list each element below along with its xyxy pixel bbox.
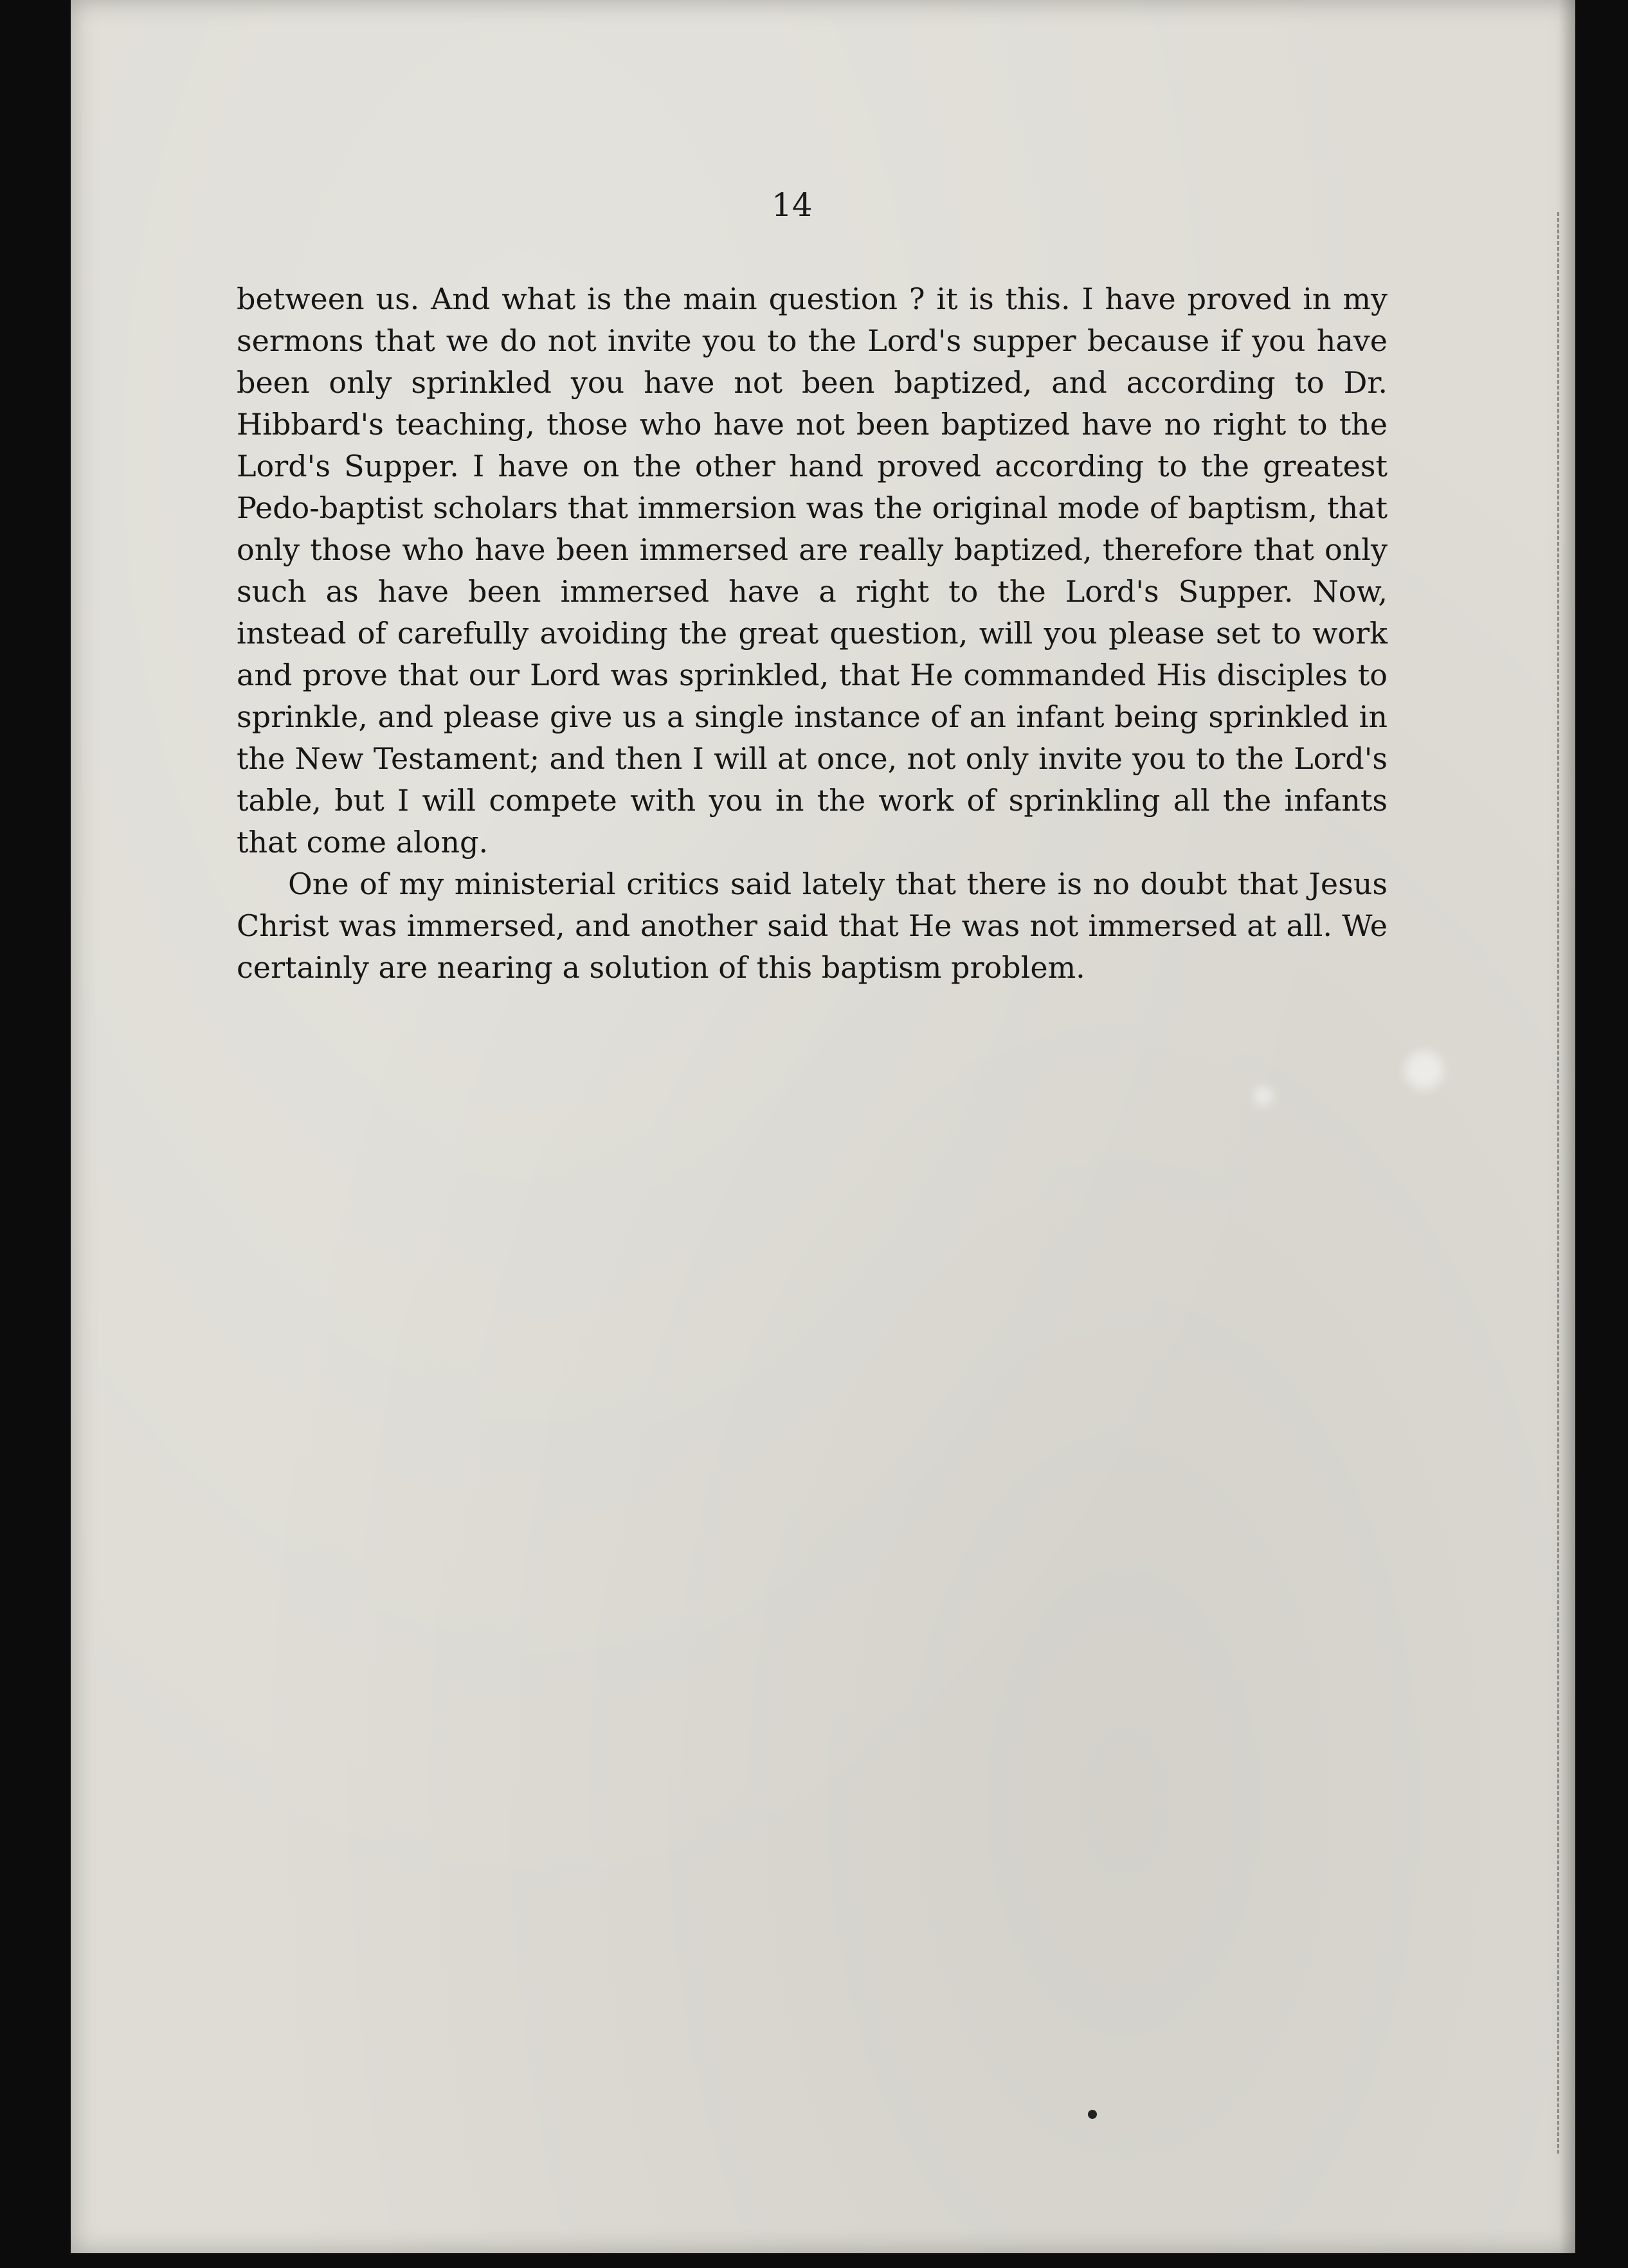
page-number: 14 [772,186,813,224]
paragraph-1: between us. And what is the main question ? it is this. I have proved in my sermons that we do not invite you to the Lord's supper because if you have been only sprinkled you have not been baptized, and according to Dr. Hibbard's teaching, those who have not been baptized have no right to the Lord's Supper. I have on the other hand proved according to the greatest Pedo-baptist scholars that immersion was the original mode of baptism, that only those who have been immersed are really baptized, therefore that only such as have been immersed have a right to the Lord's Supper. Now, instead of carefully avoiding the great question, will you please set to work and prove that our Lord was sprinkled, that He commanded His disciples to sprinkle, and please give us a single instance of an infant being sprinkled in the New Testament; and then I will at once, not only invite you to the Lord's table, but I will compete with you in the work of sprinkling all the infants that come along. [237,282,1388,860]
paragraph-2: One of my ministerial critics said lately that there is no doubt that Jesus Christ was immersed, and another said that He was not immersed at all. We certainly are nearing a solution of this baptism problem. [237,867,1388,985]
ink-dot [1088,2110,1097,2119]
body-text [237,278,1388,989]
binding-stitches [1557,212,1562,2154]
light-smudge [1405,1051,1443,1090]
light-smudge [1254,1086,1273,1106]
